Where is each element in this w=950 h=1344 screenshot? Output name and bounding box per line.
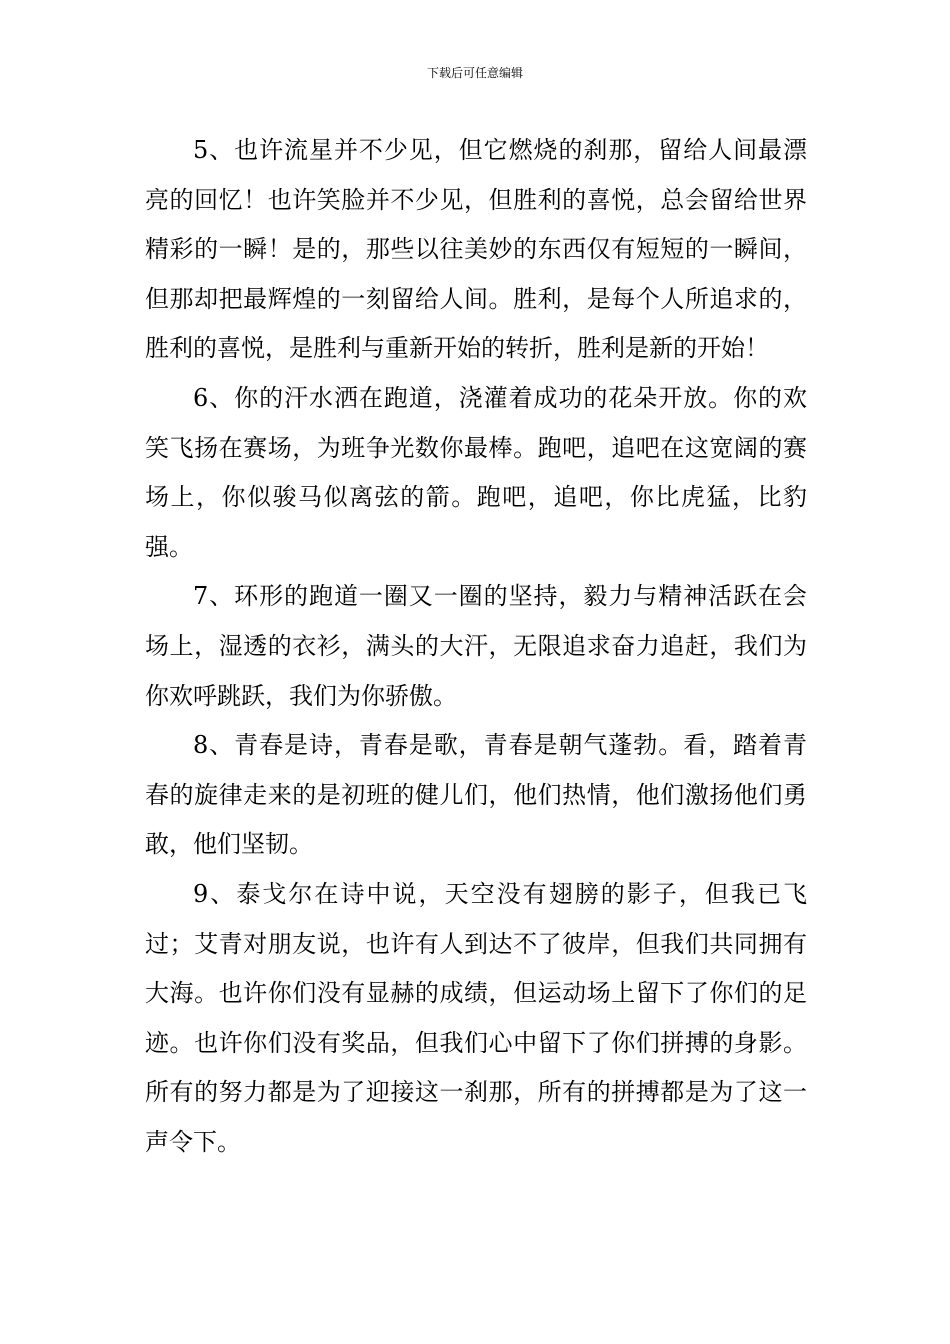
paragraph-6: 6、你的汗水洒在跑道，浇灌着成功的花朵开放。你的欢笑飞扬在赛场，为班争光数你最棒。跑吧，追吧在这宽阔的赛场上，你似骏马似离弦的箭。跑吧，追吧，你比虎猛，比豹强。 [145, 383, 807, 561]
paragraph-5: 5、也许流星并不少见，但它燃烧的刹那，留给人间最漂亮的回忆！也许笑脸并不少见，但胜利的喜悦，总会留给世界精彩的一瞬！是的，那些以往美妙的东西仅有短短的一瞬间，但那却把最辉煌的一刻留给人间。胜利，是每个人所追求的，胜利的喜悦，是胜利与重新开始的转折，胜利是新的开始！ [145, 136, 807, 363]
paragraph-7: 7、环形的跑道一圈又一圈的坚持，毅力与精神活跃在会场上，湿透的衣衫，满头的大汗，无限追求奋力追赶，我们为你欢呼跳跃，我们为你骄傲。 [145, 582, 807, 710]
paragraph-9: 9、泰戈尔在诗中说，天空没有翅膀的影子，但我已飞过；艾青对朋友说，也许有人到达不了彼岸，但我们共同拥有大海。也许你们没有显赫的成绩，但运动场上留下了你们的足迹。也许你们没有奖品，但我们心中留下了你们拼搏的身影。所有的努力都是为了迎接这一刹那，所有的拼搏都是为了这一声令下。 [145, 879, 807, 1156]
document-body [145, 126, 807, 1167]
paragraph-8: 8、青春是诗，青春是歌，青春是朝气蓬勃。看，踏着青春的旋律走来的是初班的健儿们，他们热情，他们激扬他们勇敢，他们坚韧。 [145, 731, 807, 859]
page-header-note: 下载后可任意编辑 [426, 66, 523, 80]
